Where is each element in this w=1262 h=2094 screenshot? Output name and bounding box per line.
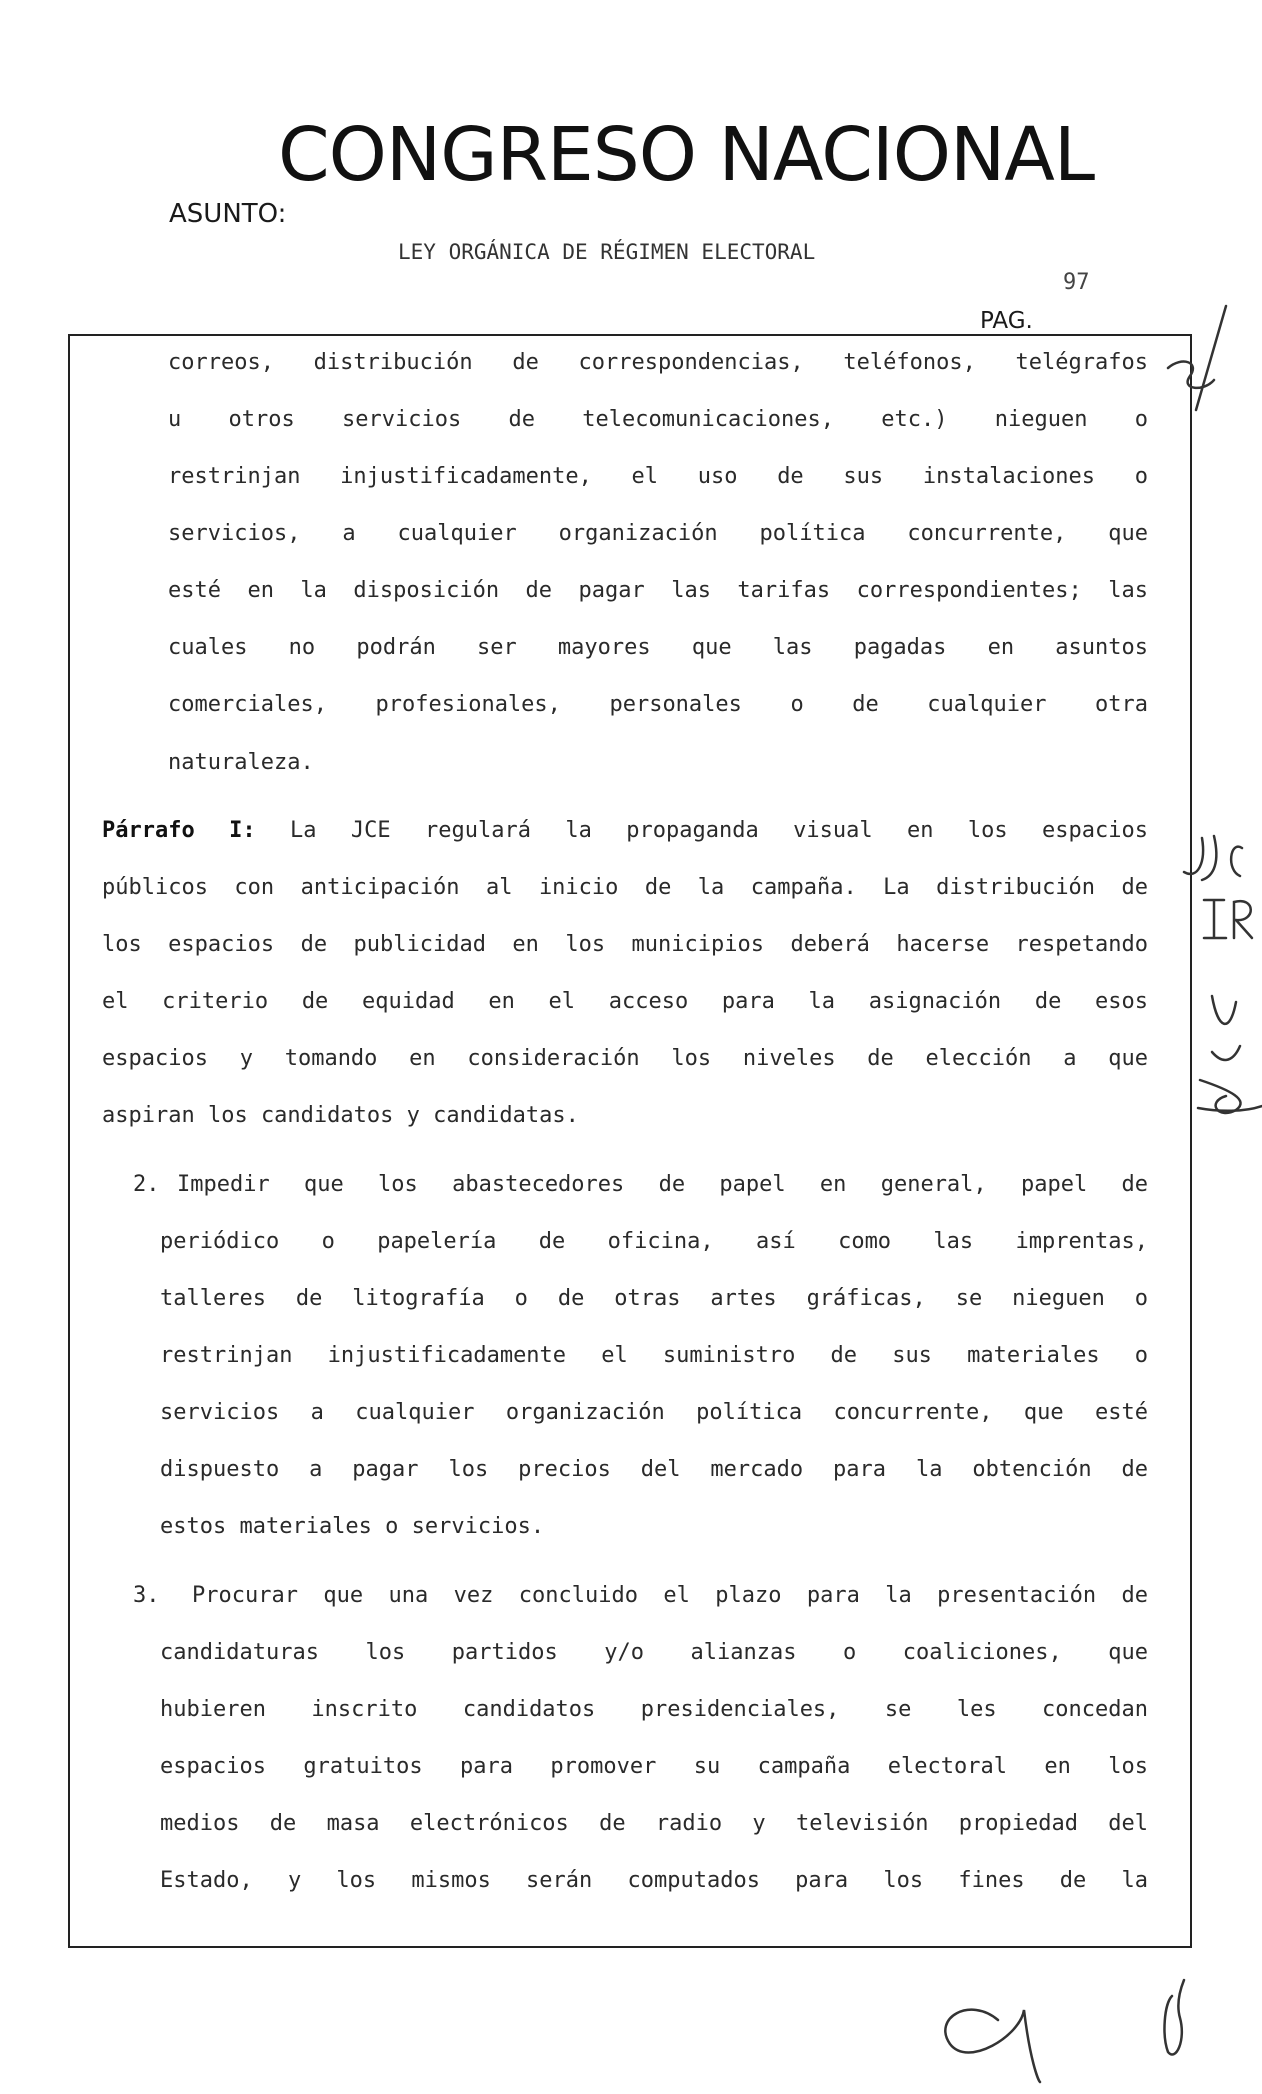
text-line: Estado, y los mismos serán computados para los fines de la xyxy=(160,1868,1148,1893)
text-line: u otros servicios de telecomunicaciones, etc.) nieguen o xyxy=(168,407,1148,432)
text-line: periódico o papelería de oficina, así como las imprentas, xyxy=(160,1229,1148,1254)
text-line: restrinjan injustificadamente el suministro de sus materiales o xyxy=(160,1343,1148,1368)
text-line: aspiran los candidatos y candidatas. xyxy=(102,1103,579,1128)
text-line: espacios gratuitos para promover su campaña electoral en los xyxy=(160,1754,1148,1779)
text-line: correos, distribución de correspondencias, teléfonos, telégrafos xyxy=(168,350,1148,375)
asunto-label: ASUNTO: xyxy=(169,199,287,229)
subject-text: LEY ORGÁNICA DE RÉGIMEN ELECTORAL xyxy=(398,240,816,264)
text-line: servicios a cualquier organización política concurrente, que esté xyxy=(160,1400,1148,1425)
list-number: 2. xyxy=(133,1172,160,1197)
page-title: CONGRESO NACIONAL xyxy=(278,112,1095,198)
pag-label: PAG. xyxy=(980,308,1033,334)
text-line: esté en la disposición de pagar las tarifas correspondientes; las xyxy=(168,578,1148,603)
text-line: Impedir que los abastecedores de papel en general, papel de xyxy=(177,1172,1148,1197)
text-line: servicios, a cualquier organización política concurrente, que xyxy=(168,521,1148,546)
text-line: restrinjan injustificadamente, el uso de sus instalaciones o xyxy=(168,464,1148,489)
text-line: públicos con anticipación al inicio de la campaña. La distribución de xyxy=(102,875,1148,900)
text-line: Procurar que una vez concluido el plazo para la presentación de xyxy=(192,1583,1148,1608)
initial-stroke xyxy=(1196,306,1226,410)
text-line: candidaturas los partidos y/o alianzas o coaliciones, que xyxy=(160,1640,1148,1665)
text-line: el criterio de equidad en el acceso para la asignación de esos xyxy=(102,989,1148,1014)
parrafo-label: Párrafo I: xyxy=(102,818,256,843)
parrafo-first-text: La JCE regulará la propaganda visual en los espacios xyxy=(290,818,1148,843)
text-line: los espacios de publicidad en los municipios deberá hacerse respetando xyxy=(102,932,1148,957)
list-number: 3. xyxy=(133,1583,160,1608)
text-line: cuales no podrán ser mayores que las pagadas en asuntos xyxy=(168,635,1148,660)
text-line: talleres de litografía o de otras artes gráficas, se nieguen o xyxy=(160,1286,1148,1311)
text-line: estos materiales o servicios. xyxy=(160,1514,545,1539)
text-line: comerciales, profesionales, personales o de cualquier otra xyxy=(168,692,1148,717)
text-line: medios de masa electrónicos de radio y televisión propiedad del xyxy=(160,1811,1148,1836)
text-line: hubieren inscrito candidatos presidenciales, se les concedan xyxy=(160,1697,1148,1722)
text-line: naturaleza. xyxy=(168,750,314,775)
page-number: 97 xyxy=(1063,270,1090,295)
text-line: espacios y tomando en consideración los niveles de elección a que xyxy=(102,1046,1148,1071)
parrafo-first-line xyxy=(102,816,1148,846)
text-line: dispuesto a pagar los precios del mercado para la obtención de xyxy=(160,1457,1148,1482)
